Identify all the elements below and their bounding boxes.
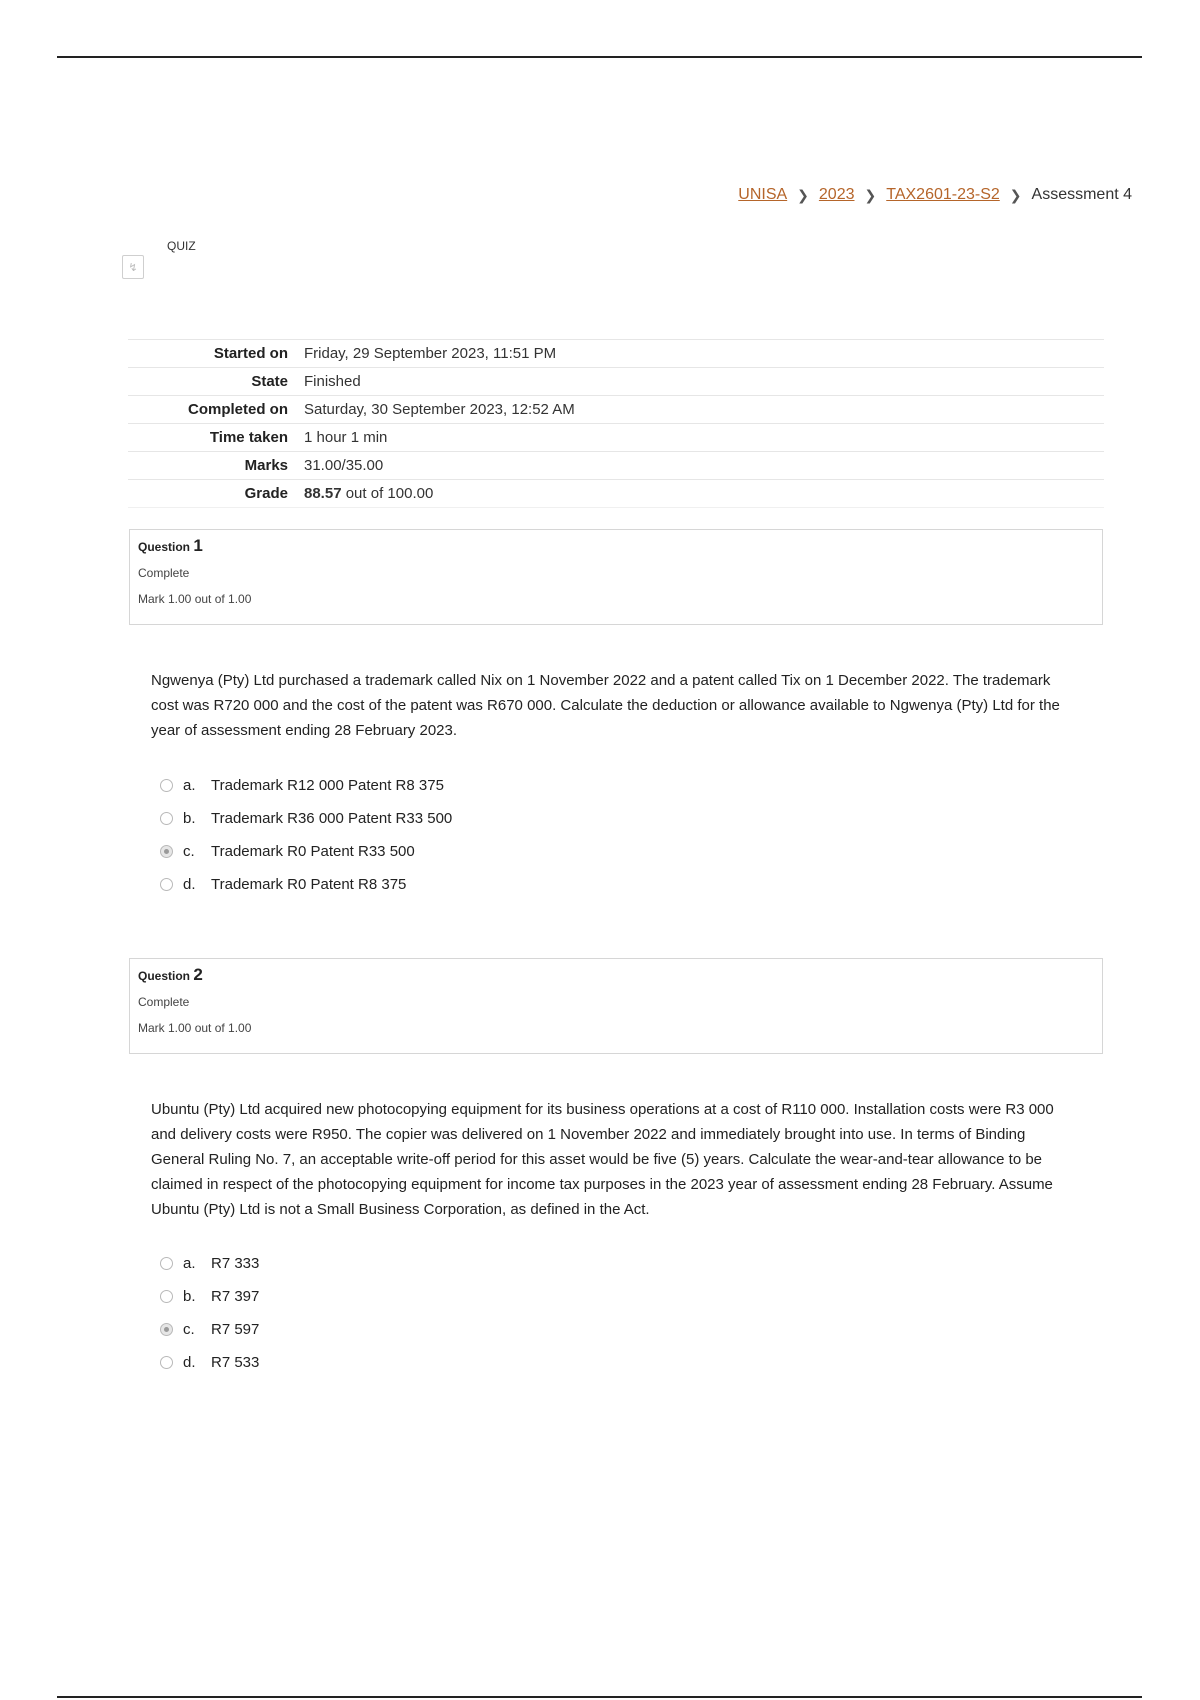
answer-list [160, 1247, 760, 1379]
radio-button[interactable] [160, 1356, 173, 1369]
answer-option-selected[interactable]: c. Trademark R0 Patent R33 500 [160, 835, 760, 868]
answer-option[interactable]: d. Trademark R0 Patent R8 375 [160, 868, 760, 901]
summary-value: 31.00/35.00 [304, 457, 384, 474]
breadcrumb [738, 186, 1132, 204]
summary-value: Finished [304, 373, 361, 390]
summary-row-grade [128, 480, 1104, 508]
breadcrumb-link-course[interactable]: TAX2601-23-S2 [886, 186, 1000, 203]
breadcrumb-current: Assessment 4 [1031, 186, 1132, 203]
breadcrumb-link-year[interactable]: 2023 [818, 186, 855, 203]
question-number: Question 2 [138, 965, 203, 984]
question-text: Ngwenya (Pty) Ltd purchased a trademark called Nix on 1 November 2022 and a patent called Tix on 1 December 2022. The trademark cost was R720 000 and the cost of the patent was R670 000. Calculate the deduction or allowance available to Ngwenya (Pty) Ltd for the year of assessment ending 28 February 2023. [151, 672, 1060, 739]
question-number: Question 1 [138, 536, 203, 555]
summary-label: Time taken [209, 429, 288, 446]
radio-button-checked[interactable] [160, 1323, 173, 1336]
summary-label: Completed on [188, 401, 288, 418]
radio-button[interactable] [160, 1257, 173, 1270]
question-state: Complete [138, 995, 190, 1009]
quiz-icon: ↯ [122, 255, 144, 279]
question-state: Complete [138, 566, 190, 580]
answer-option[interactable]: d. R7 533 [160, 1346, 760, 1379]
chevron-right-icon: ❯ [864, 186, 877, 203]
answer-option[interactable]: b. Trademark R36 000 Patent R33 500 [160, 802, 760, 835]
summary-label: State [251, 373, 288, 390]
answer-option[interactable]: a. Trademark R12 000 Patent R8 375 [160, 769, 760, 802]
radio-button-checked[interactable] [160, 845, 173, 858]
summary-row-marks [128, 452, 1104, 480]
summary-value: 1 hour 1 min [304, 429, 388, 446]
radio-button[interactable] [160, 878, 173, 891]
summary-label: Started on [213, 345, 288, 362]
summary-value [304, 480, 1104, 508]
chevron-right-icon: ❯ [1009, 186, 1022, 203]
summary-row-started [128, 340, 1104, 368]
question-text: Ubuntu (Pty) Ltd acquired new photocopying equipment for its business operations at a cost of R110 000. Installation costs were R3 000 and delivery costs were R950. The copier was delivered on 1 November 2022 and immediately brought into use. In terms of Binding General Ruling No. 7, an acceptable write-off period for this asset would be five (5) years. Calculate the wear-and-tear allowance to be claimed in respect of the photocopying equipment for income tax purposes in the 2023 year of assessment ending 28 February. Assume Ubuntu (Pty) Ltd is not a Small Business Corporation, as defined in the Act. [151, 1101, 1054, 1218]
summary-row-time-taken [128, 424, 1104, 452]
attempt-summary-table [128, 339, 1104, 508]
summary-value: Saturday, 30 September 2023, 12:52 AM [304, 401, 575, 418]
question-mark: Mark 1.00 out of 1.00 [138, 1021, 252, 1035]
summary-label: Grade [244, 485, 288, 502]
summary-row-state [128, 368, 1104, 396]
breadcrumb-link-unisa[interactable]: UNISA [738, 186, 788, 203]
grade-out-of: out of 100.00 [341, 485, 434, 502]
summary-value: Friday, 29 September 2023, 11:51 PM [304, 345, 557, 362]
question-mark: Mark 1.00 out of 1.00 [138, 592, 252, 606]
answer-option[interactable]: a. R7 333 [160, 1247, 760, 1280]
grade-score: 88.57 [304, 485, 342, 502]
answer-option[interactable]: b. R7 397 [160, 1280, 760, 1313]
top-rule [57, 56, 1142, 58]
summary-label: Marks [244, 457, 288, 474]
question-info-box [129, 958, 1103, 1054]
question-info-box [129, 529, 1103, 625]
answer-option-selected[interactable]: c. R7 597 [160, 1313, 760, 1346]
radio-button[interactable] [160, 812, 173, 825]
summary-row-completed [128, 396, 1104, 424]
bottom-rule [57, 1696, 1142, 1698]
chevron-right-icon: ❯ [797, 186, 809, 203]
radio-button[interactable] [160, 1290, 173, 1303]
radio-button[interactable] [160, 779, 173, 792]
activity-type-label: QUIZ [167, 239, 196, 253]
answer-list [160, 769, 760, 901]
